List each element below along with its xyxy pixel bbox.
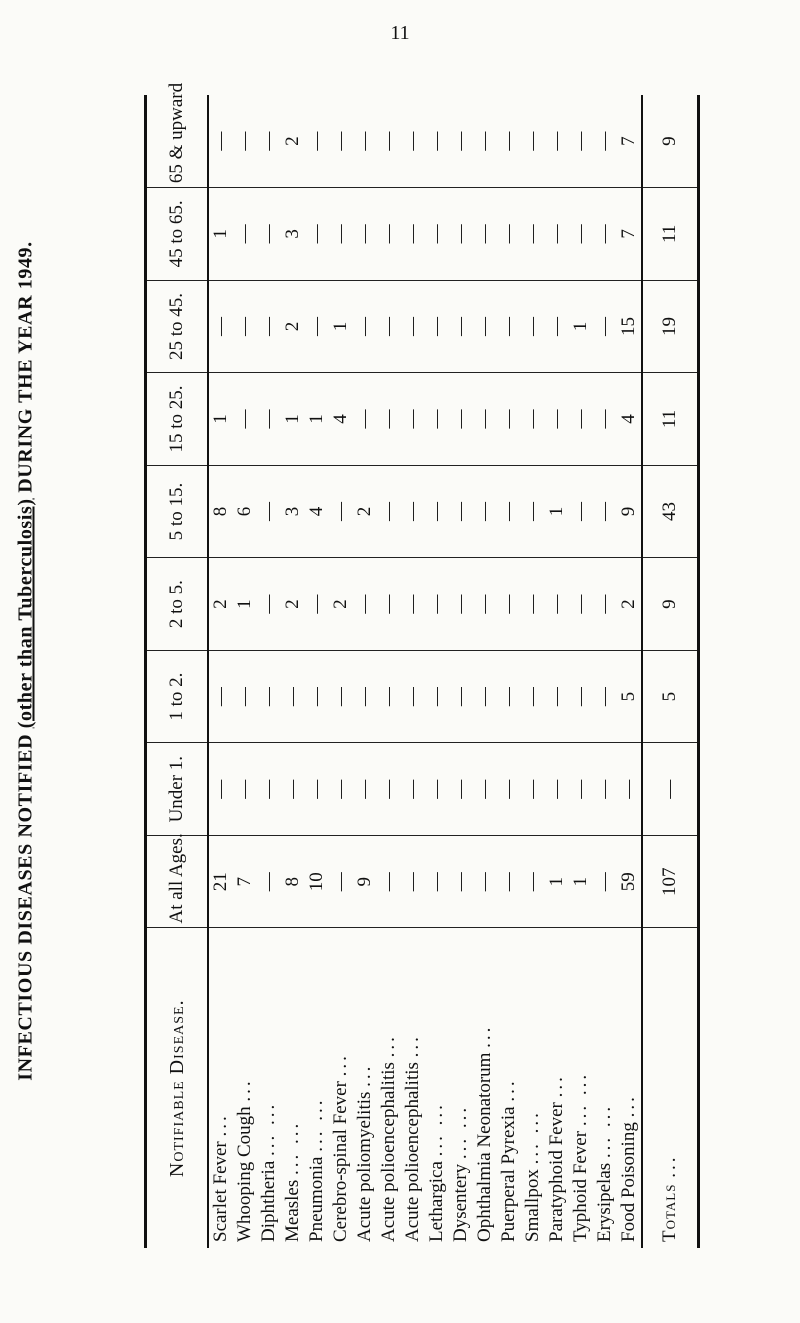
count-cell: —	[497, 280, 521, 373]
count-cell: 1	[208, 373, 233, 466]
table-row	[377, 95, 401, 1248]
leader-dots: ... ...	[282, 1120, 303, 1175]
count-cell: —	[449, 280, 473, 373]
count-cell: —	[473, 465, 497, 558]
leader-dots: ... ...	[522, 1110, 543, 1165]
count-cell: —	[401, 373, 425, 466]
count-cell: —	[353, 650, 377, 743]
leader-dots: ... ...	[258, 1101, 279, 1156]
disease-name: Cerebro-spinal Fever	[330, 1081, 351, 1242]
leader-dots: ...	[659, 1154, 680, 1178]
disease-name: Acute polioencephalitis	[378, 1062, 399, 1242]
disease-name: Pneumonia	[306, 1156, 327, 1242]
column-header-age-group: 5 to 15.	[146, 465, 209, 558]
count-cell: 1	[329, 280, 353, 373]
disease-name-cell	[497, 928, 521, 1248]
count-cell: —	[593, 465, 617, 558]
count-cell: —	[353, 280, 377, 373]
count-cell: —	[473, 188, 497, 281]
count-cell: —	[497, 373, 521, 466]
count-cell: —	[233, 280, 257, 373]
table-row	[473, 95, 497, 1248]
table-header-row	[146, 95, 209, 1248]
count-cell: 1	[545, 835, 569, 928]
table-row	[208, 95, 233, 1248]
page-number: 11	[390, 22, 410, 44]
count-cell: —	[401, 558, 425, 651]
disease-name-cell	[208, 928, 233, 1248]
count-cell: —	[593, 95, 617, 188]
disease-name-cell	[593, 928, 617, 1248]
totals-row	[642, 95, 699, 1248]
count-cell: —	[305, 650, 329, 743]
leader-dots: ... ...	[570, 1071, 591, 1127]
count-cell: 7	[233, 835, 257, 928]
count-cell: 59	[617, 835, 642, 928]
count-cell: 5	[617, 650, 642, 743]
count-cell: 2	[281, 95, 305, 188]
count-cell: —	[473, 95, 497, 188]
count-cell: 8	[281, 835, 305, 928]
count-cell: —	[425, 373, 449, 466]
count-cell: 1	[233, 558, 257, 651]
disease-name-cell	[521, 928, 545, 1248]
count-cell: —	[497, 650, 521, 743]
count-cell: —	[401, 95, 425, 188]
count-cell: —	[593, 280, 617, 373]
leader-dots: ...	[330, 1053, 351, 1077]
count-cell: 19	[642, 280, 699, 373]
count-cell: —	[257, 650, 281, 743]
column-header-age-group: 1 to 2.	[146, 650, 209, 743]
count-cell: —	[449, 95, 473, 188]
count-cell: —	[569, 95, 593, 188]
count-cell: —	[329, 835, 353, 928]
count-cell: 2	[281, 558, 305, 651]
count-cell: —	[233, 188, 257, 281]
count-cell: 2	[353, 465, 377, 558]
count-cell: —	[305, 188, 329, 281]
count-cell: —	[449, 373, 473, 466]
count-cell: —	[305, 558, 329, 651]
disease-table-wrapper	[144, 82, 680, 1248]
disease-name-cell	[617, 928, 642, 1248]
count-cell: —	[593, 558, 617, 651]
count-cell: —	[473, 835, 497, 928]
column-header-age-group: 15 to 25.	[146, 373, 209, 466]
count-cell: —	[473, 558, 497, 651]
count-cell: —	[593, 650, 617, 743]
count-cell: 15	[617, 280, 642, 373]
disease-name-cell	[642, 928, 699, 1248]
count-cell: 3	[281, 188, 305, 281]
count-cell: 8	[208, 465, 233, 558]
count-cell: —	[617, 743, 642, 836]
leader-dots: ...	[234, 1078, 255, 1102]
count-cell: —	[545, 743, 569, 836]
disease-name: Whooping Cough	[234, 1106, 255, 1242]
count-cell: —	[521, 465, 545, 558]
count-cell: —	[353, 558, 377, 651]
disease-name: Dysentery	[450, 1163, 471, 1242]
table-row	[281, 95, 305, 1248]
count-cell: 1	[281, 373, 305, 466]
disease-name: Paratyphoid Fever	[546, 1102, 567, 1242]
count-cell: —	[593, 188, 617, 281]
disease-name: Measles	[282, 1179, 303, 1242]
count-cell: —	[569, 188, 593, 281]
count-cell: —	[425, 835, 449, 928]
count-cell: —	[449, 558, 473, 651]
count-cell: —	[257, 280, 281, 373]
count-cell: —	[545, 188, 569, 281]
count-cell: 43	[642, 465, 699, 558]
disease-name-cell	[257, 928, 281, 1248]
count-cell: 2	[329, 558, 353, 651]
disease-name-cell	[329, 928, 353, 1248]
count-cell: —	[425, 95, 449, 188]
disease-name: Erysipelas	[594, 1162, 615, 1242]
count-cell: 4	[617, 373, 642, 466]
table-row	[497, 95, 521, 1248]
disease-name: Acute polioencephalitis	[402, 1062, 423, 1242]
disease-name-cell	[449, 928, 473, 1248]
count-cell: 21	[208, 835, 233, 928]
table-row	[545, 95, 569, 1248]
count-cell: —	[329, 465, 353, 558]
table-row	[593, 95, 617, 1248]
leader-dots: ...	[474, 1024, 495, 1048]
leader-dots: ...	[354, 1063, 375, 1087]
count-cell: —	[401, 280, 425, 373]
title-prefix: INFECTIOUS DISEASES NOTIFIED	[14, 728, 37, 1081]
count-cell: —	[377, 743, 401, 836]
count-cell: —	[425, 465, 449, 558]
count-cell: 1	[569, 835, 593, 928]
count-cell: —	[353, 373, 377, 466]
count-cell: —	[377, 95, 401, 188]
count-cell: 1	[208, 188, 233, 281]
disease-name-cell	[473, 928, 497, 1248]
count-cell: 107	[642, 835, 699, 928]
count-cell: 5	[642, 650, 699, 743]
disease-name: Scarlet Fever	[210, 1141, 231, 1242]
table-row	[257, 95, 281, 1248]
count-cell: —	[521, 280, 545, 373]
count-cell: —	[497, 465, 521, 558]
count-cell: 11	[642, 188, 699, 281]
count-cell: —	[353, 95, 377, 188]
table-row	[617, 95, 642, 1248]
count-cell: 2	[208, 558, 233, 651]
count-cell: —	[449, 743, 473, 836]
count-cell: —	[497, 558, 521, 651]
count-cell: —	[521, 650, 545, 743]
title-suffix: DURING THE YEAR 1949.	[14, 241, 37, 499]
count-cell: —	[473, 280, 497, 373]
count-cell: 1	[305, 373, 329, 466]
count-cell: —	[449, 835, 473, 928]
page-title	[15, 36, 38, 1286]
leader-dots: ...	[498, 1078, 519, 1102]
count-cell: —	[545, 373, 569, 466]
leader-dots: ... ...	[306, 1097, 327, 1152]
count-cell: —	[257, 558, 281, 651]
disease-name: Totals	[659, 1183, 680, 1242]
count-cell: —	[401, 743, 425, 836]
count-cell: 11	[642, 373, 699, 466]
leader-dots: ...	[402, 1034, 423, 1058]
count-cell: —	[329, 743, 353, 836]
count-cell: —	[257, 465, 281, 558]
count-cell: —	[497, 188, 521, 281]
count-cell: —	[233, 95, 257, 188]
count-cell: —	[545, 558, 569, 651]
count-cell: —	[545, 280, 569, 373]
disease-name-cell	[401, 928, 425, 1248]
count-cell: —	[425, 650, 449, 743]
count-cell: —	[257, 95, 281, 188]
count-cell: —	[208, 743, 233, 836]
count-cell: —	[497, 743, 521, 836]
count-cell: 9	[617, 465, 642, 558]
count-cell: —	[545, 95, 569, 188]
leader-dots: ...	[546, 1074, 567, 1098]
column-header-age-group: 65 & upward	[146, 95, 209, 188]
count-cell: —	[521, 188, 545, 281]
disease-name-cell	[353, 928, 377, 1248]
column-header-disease: Notifiable Disease.	[146, 928, 209, 1248]
count-cell: —	[401, 835, 425, 928]
count-cell: 7	[617, 95, 642, 188]
table-row	[353, 95, 377, 1248]
count-cell: —	[233, 743, 257, 836]
count-cell: —	[257, 373, 281, 466]
count-cell: —	[473, 650, 497, 743]
disease-name-cell	[569, 928, 593, 1248]
count-cell: —	[593, 373, 617, 466]
count-cell: —	[377, 465, 401, 558]
count-cell: —	[449, 465, 473, 558]
table-row	[569, 95, 593, 1248]
count-cell: 4	[305, 465, 329, 558]
count-cell: 1	[569, 280, 593, 373]
disease-name-cell	[305, 928, 329, 1248]
count-cell: —	[642, 743, 699, 836]
table-row	[425, 95, 449, 1248]
disease-name-cell	[281, 928, 305, 1248]
disease-name-cell	[545, 928, 569, 1248]
count-cell: —	[233, 650, 257, 743]
count-cell: —	[329, 188, 353, 281]
count-cell: —	[473, 743, 497, 836]
disease-name: Acute poliomyelitis	[354, 1091, 375, 1242]
column-header-age-group: Under 1.	[146, 743, 209, 836]
count-cell: —	[593, 835, 617, 928]
count-cell: —	[377, 650, 401, 743]
count-cell: —	[449, 650, 473, 743]
count-cell: —	[593, 743, 617, 836]
leader-dots: ...	[210, 1113, 231, 1137]
leader-dots: ...	[378, 1034, 399, 1058]
count-cell: —	[208, 280, 233, 373]
count-cell: 10	[305, 835, 329, 928]
disease-name-cell	[377, 928, 401, 1248]
disease-name: Smallpox	[522, 1169, 543, 1242]
table-row	[233, 95, 257, 1248]
count-cell: 4	[329, 373, 353, 466]
table-row	[521, 95, 545, 1248]
count-cell: —	[281, 743, 305, 836]
disease-name: Diphtheria	[258, 1160, 279, 1242]
count-cell: 7	[617, 188, 642, 281]
count-cell: —	[425, 743, 449, 836]
count-cell: —	[545, 650, 569, 743]
column-header-age-group: 25 to 45.	[146, 280, 209, 373]
count-cell: —	[401, 188, 425, 281]
count-cell: —	[257, 188, 281, 281]
count-cell: 3	[281, 465, 305, 558]
count-cell: —	[208, 650, 233, 743]
leader-dots: ... ...	[426, 1102, 447, 1157]
count-cell: —	[425, 188, 449, 281]
count-cell: —	[473, 373, 497, 466]
count-cell: —	[401, 650, 425, 743]
count-cell: —	[329, 650, 353, 743]
count-cell: —	[208, 95, 233, 188]
count-cell: —	[257, 835, 281, 928]
disease-name: Typhoid Fever	[570, 1130, 591, 1242]
disease-name: Food Poisoning	[618, 1122, 639, 1242]
count-cell: —	[329, 95, 353, 188]
count-cell: —	[377, 188, 401, 281]
count-cell: —	[305, 95, 329, 188]
count-cell: —	[377, 558, 401, 651]
table-row	[449, 95, 473, 1248]
count-cell: 9	[353, 835, 377, 928]
leader-dots: ... ...	[450, 1104, 471, 1160]
table-row	[401, 95, 425, 1248]
count-cell: —	[353, 743, 377, 836]
count-cell: 9	[642, 95, 699, 188]
column-header-age-group: 2 to 5.	[146, 558, 209, 651]
count-cell: 6	[233, 465, 257, 558]
count-cell: —	[569, 465, 593, 558]
count-cell: —	[521, 373, 545, 466]
count-cell: —	[521, 743, 545, 836]
disease-name-cell	[233, 928, 257, 1248]
count-cell: —	[569, 650, 593, 743]
count-cell: —	[305, 743, 329, 836]
disease-name: Puerperal Pyrexia	[498, 1106, 519, 1242]
column-header-age-group: At all Ages.	[146, 835, 209, 928]
count-cell: —	[449, 188, 473, 281]
count-cell: —	[521, 835, 545, 928]
count-cell: —	[497, 95, 521, 188]
count-cell: —	[305, 280, 329, 373]
count-cell: —	[401, 465, 425, 558]
count-cell: —	[377, 373, 401, 466]
table-row	[305, 95, 329, 1248]
leader-dots: ...	[618, 1094, 639, 1118]
disease-name: Lethargica	[426, 1161, 447, 1242]
count-cell: —	[257, 743, 281, 836]
disease-table	[144, 82, 700, 1248]
count-cell: —	[377, 280, 401, 373]
count-cell: —	[281, 650, 305, 743]
count-cell: —	[377, 835, 401, 928]
count-cell: —	[569, 558, 593, 651]
count-cell: —	[425, 280, 449, 373]
count-cell: —	[569, 743, 593, 836]
column-header-age-group: 45 to 65.	[146, 188, 209, 281]
count-cell: —	[497, 835, 521, 928]
title-underlined: (other than Tuberculosis)	[14, 498, 37, 729]
count-cell: —	[233, 373, 257, 466]
count-cell: 2	[617, 558, 642, 651]
table-row	[329, 95, 353, 1248]
disease-name-cell	[425, 928, 449, 1248]
count-cell: —	[569, 373, 593, 466]
count-cell: 9	[642, 558, 699, 651]
leader-dots: ... ...	[594, 1103, 615, 1159]
disease-name: Ophthalmia Neonatorum	[474, 1052, 495, 1242]
count-cell: 1	[545, 465, 569, 558]
count-cell: —	[353, 188, 377, 281]
count-cell: —	[521, 95, 545, 188]
count-cell: 2	[281, 280, 305, 373]
count-cell: —	[521, 558, 545, 651]
table-body	[208, 95, 699, 1248]
count-cell: —	[425, 558, 449, 651]
